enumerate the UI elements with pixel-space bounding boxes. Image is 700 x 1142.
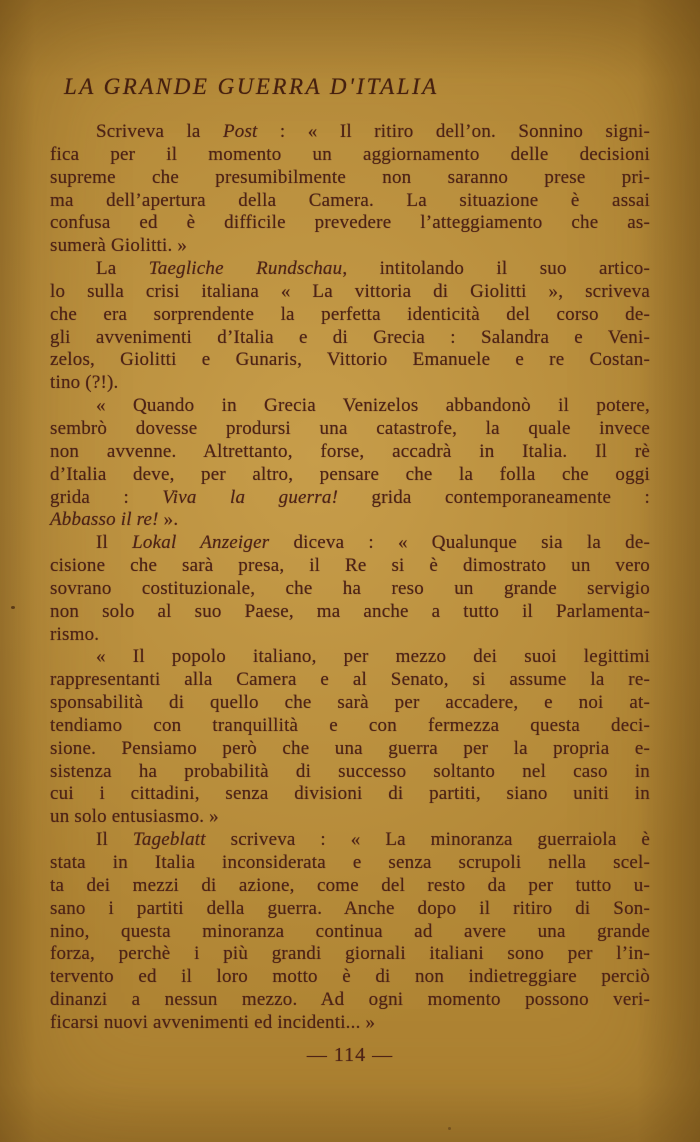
- text-segment: confusa ed è difficile prevedere l’atteggiamento che as-: [50, 212, 650, 234]
- text-segment: stata in Italia inconsiderata e senza scrupoli nella scel-: [50, 852, 650, 873]
- text-segment: , intitolando il suo artico-: [342, 258, 650, 280]
- text-segment: zelos, Giolitti e Gunaris, Vittorio Emanuele e re Costan-: [50, 349, 650, 371]
- text-segment: un solo entusiasmo. »: [50, 806, 219, 828]
- text-line: [50, 829, 650, 852]
- text-line: [50, 761, 650, 784]
- text-segment: tino (?!).: [50, 372, 119, 394]
- text-line: [50, 943, 650, 966]
- text-line: [50, 281, 650, 304]
- text-segment: sumerà Giolitti. »: [50, 235, 188, 257]
- text-line: [50, 578, 650, 601]
- text-line: [50, 327, 650, 350]
- text-line: [50, 966, 650, 989]
- text-line: [50, 532, 650, 555]
- text-segment: Scriveva la: [96, 121, 223, 142]
- italic-text-segment: Viva la guerra!: [162, 486, 339, 508]
- text-line: [50, 692, 650, 715]
- text-segment: sione. Pensiamo però che una guerra per la propria e-: [50, 737, 650, 759]
- text-segment: « Il popolo italiano, per mezzo dei suoi legittimi: [96, 646, 650, 668]
- text-line: [50, 715, 650, 738]
- text-line: [50, 555, 650, 578]
- text-line: [50, 121, 650, 144]
- text-line: [50, 601, 650, 624]
- text-line: [50, 806, 650, 829]
- text-line: [50, 418, 650, 441]
- text-segment: La: [96, 258, 149, 280]
- text-segment: sembrò dovesse prodursi una catastrofe, la quale invece: [50, 417, 650, 439]
- text-segment: diceva : « Qualunque sia la de-: [269, 532, 650, 554]
- italic-text-segment: Post: [222, 121, 258, 142]
- text-line: [50, 921, 650, 944]
- page-title: LA GRANDE GUERRA D'ITALIA: [64, 74, 439, 99]
- text-line: [50, 167, 650, 190]
- text-line: [50, 898, 650, 921]
- text-segment: fica per il momento un aggiornamento delle decisioni: [50, 143, 650, 165]
- text-segment: « Quando in Grecia Venizelos abbandonò il potere,: [96, 395, 650, 417]
- text-segment: supreme che presumibilmente non saranno prese pri-: [50, 166, 650, 188]
- text-segment: dinanzi a nessun mezzo. Ad ogni momento possono veri-: [50, 989, 650, 1011]
- text-segment: sano i partiti della guerra. Anche dopo il ritiro di Son-: [50, 897, 650, 919]
- text-line: [50, 487, 650, 510]
- text-segment: lo sulla crisi italiana « La vittoria di Giolitti », scriveva: [50, 280, 650, 302]
- text-segment: sistenza ha probabilità di successo soltanto nel caso in: [50, 760, 650, 782]
- text-line: [50, 304, 650, 327]
- text-segment: cui i cittadini, senza divisioni di partiti, siano uniti in: [50, 783, 650, 805]
- text-segment: non avvenne. Altrettanto, forse, accadrà in Italia. Il rè: [50, 440, 650, 462]
- text-column: [50, 121, 650, 1035]
- text-line: [50, 372, 650, 395]
- text-segment: Il: [96, 829, 133, 851]
- italic-text-segment: Lokal Anzeiger: [132, 532, 270, 554]
- ink-speck: [11, 606, 15, 609]
- text-segment: Il: [96, 532, 133, 554]
- text-segment: sovrano costituzionale, che ha reso un grande servigio: [50, 577, 650, 599]
- text-line: [50, 624, 650, 647]
- text-line: [50, 1012, 650, 1035]
- text-line: [50, 235, 650, 258]
- text-segment: ficarsi nuovi avvenimenti ed incidenti... »: [50, 1011, 376, 1033]
- italic-text-segment: Abbasso il re!: [50, 509, 159, 531]
- text-line: [50, 190, 650, 213]
- text-segment: tervento ed il loro motto è di non indietreggiare perciò: [50, 966, 650, 988]
- text-segment: gli avvenimenti d’Italia e di Grecia : Salandra e Veni-: [50, 326, 650, 348]
- page-number: — 114 —: [306, 1044, 394, 1066]
- text-segment: d’Italia deve, per altro, pensare che la folla che oggi: [50, 463, 650, 485]
- italic-text-segment: Taegliche Rundschau: [148, 258, 343, 280]
- text-line: [50, 669, 650, 692]
- text-line: [50, 212, 650, 235]
- text-line: [50, 144, 650, 167]
- text-line: [50, 646, 650, 669]
- text-line: [50, 738, 650, 761]
- text-segment: che era sorprendente la perfetta identicità del corso de-: [50, 303, 650, 325]
- text-line: [50, 989, 650, 1012]
- text-segment: rismo.: [50, 623, 100, 645]
- text-line: [50, 783, 650, 806]
- text-line: [50, 395, 650, 418]
- italic-text-segment: Tageblatt: [132, 829, 206, 851]
- text-segment: sponsabilità di quello che sarà per accadere, e noi at-: [50, 692, 650, 714]
- text-segment: : « Il ritiro dell’on. Sonnino signi-: [257, 121, 650, 142]
- text-segment: scriveva : « La minoranza guerraiola è: [205, 829, 650, 851]
- text-line: [50, 349, 650, 372]
- ink-speck: [448, 1127, 451, 1130]
- text-segment: rappresentanti alla Camera e al Senato, si assume la re-: [50, 669, 650, 691]
- text-line: [50, 258, 650, 281]
- text-segment: ta dei mezzi di azione, come del resto da per tutto u-: [50, 874, 650, 896]
- text-line: [50, 875, 650, 898]
- text-line: [50, 464, 650, 487]
- text-segment: grida :: [50, 486, 163, 508]
- text-segment: cisione che sarà presa, il Re si è dimostrato un vero: [50, 555, 650, 577]
- text-line: [50, 852, 650, 875]
- text-segment: non solo al suo Paese, ma anche a tutto il Parlamenta-: [50, 600, 650, 622]
- text-line: [50, 441, 650, 464]
- text-segment: nino, questa minoranza continua ad avere una grande: [50, 920, 650, 942]
- text-line: [50, 509, 650, 532]
- text-segment: ma dell’apertura della Camera. La situazione è assai: [50, 189, 650, 211]
- text-segment: forza, perchè i più grandi giornali italiani sono per l’in-: [50, 943, 650, 965]
- text-segment: grida contemporaneamente :: [338, 486, 650, 508]
- text-segment: tendiamo con tranquillità e con fermezza questa deci-: [50, 714, 650, 736]
- text-segment: ».: [158, 509, 179, 531]
